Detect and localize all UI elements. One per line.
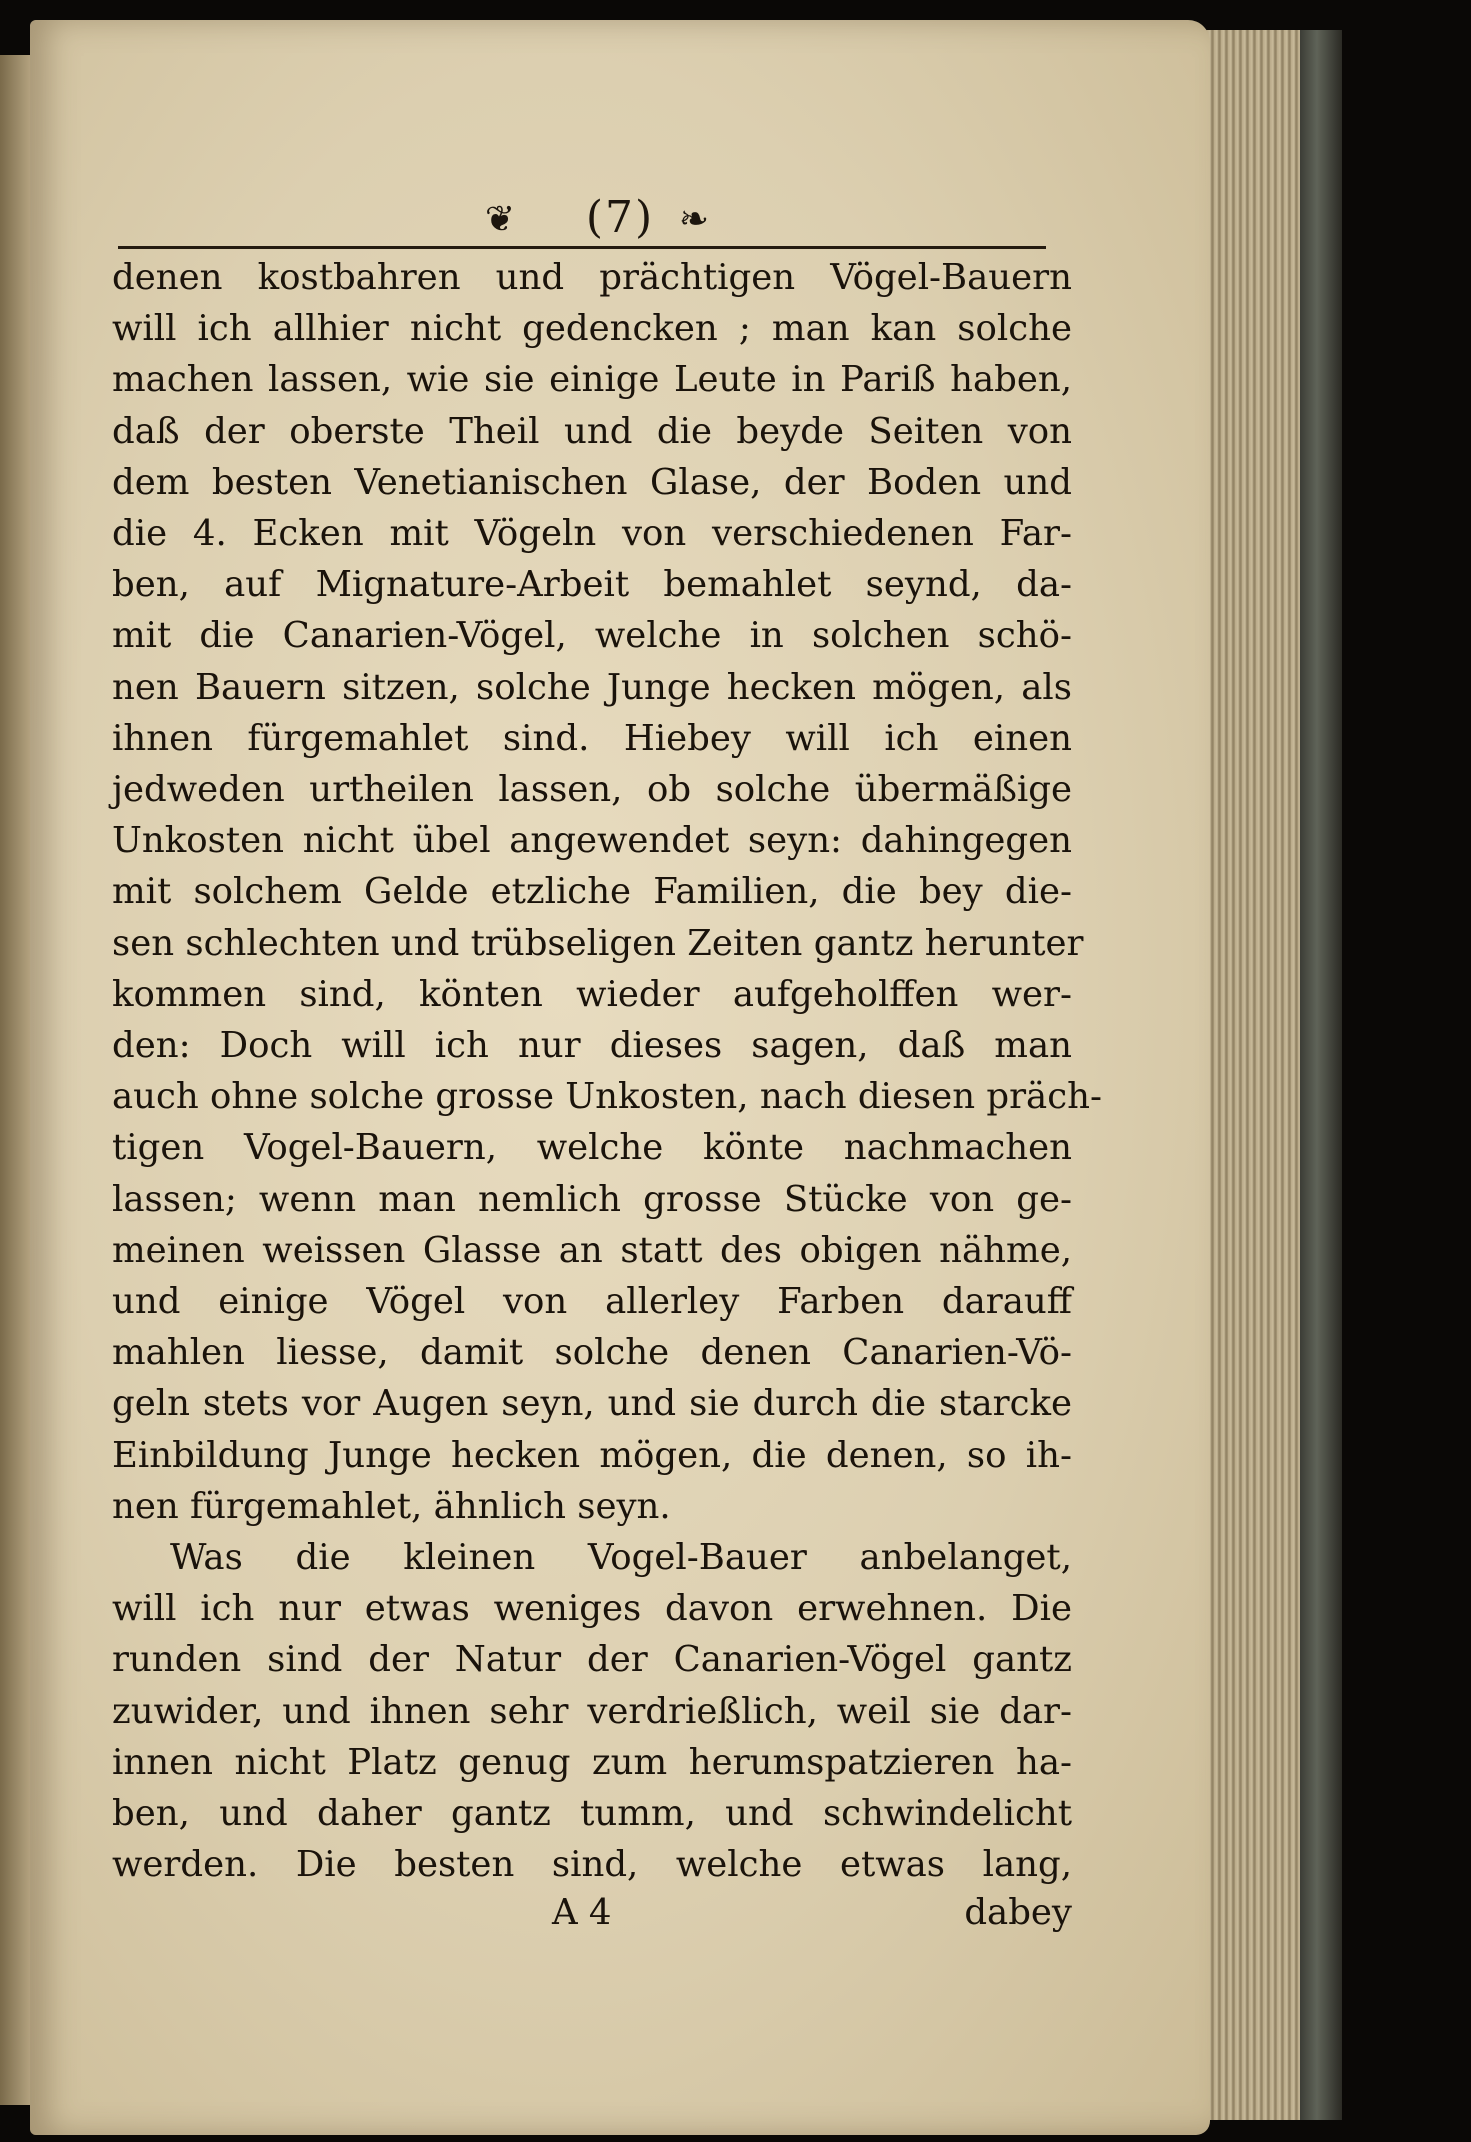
text-line: dem besten Venetianischen Glase, der Boden und (112, 461, 1072, 503)
text-line: geln stets vor Augen seyn, und sie durch die starcke (112, 1383, 1072, 1425)
text-line: machen lassen, wie sie einige Leute in Pariß haben, (112, 359, 1072, 401)
catchword: dabey (964, 1892, 1072, 1933)
page-header (30, 192, 1210, 252)
text-line: mit solchem Gelde etzliche Familien, die bey die- (112, 871, 1072, 913)
header-rule (118, 246, 1046, 249)
signature-mark: A 4 (552, 1892, 612, 1933)
page-footer (112, 1892, 1072, 1948)
text-line: denen kostbahren und prächtigen Vögel-Bauern (112, 257, 1072, 298)
text-line: nen Bauern sitzen, solche Junge hecken mögen, als (112, 666, 1072, 708)
text-line: ihnen fürgemahlet sind. Hiebey will ich einen (112, 717, 1072, 759)
book-cover-edge (1300, 30, 1342, 2120)
text-line: daß der oberste Theil und die beyde Seiten von (112, 410, 1072, 452)
text-line: zuwider, und ihnen sehr verdrießlich, weil sie dar- (112, 1690, 1072, 1732)
text-line: will ich nur etwas weniges davon erwehnen. Die (112, 1588, 1072, 1630)
text-line: mit die Canarien-Vögel, welche in solchen schö- (112, 615, 1072, 657)
text-line: runden sind der Natur der Canarien-Vögel gantz (112, 1639, 1072, 1681)
text-line: mahlen liesse, damit solche denen Canarien-Vö- (112, 1332, 1072, 1374)
text-line: auch ohne solche grosse Unkosten, nach diesen präch- (112, 1076, 1102, 1118)
book-page (30, 20, 1210, 2135)
page-number: (7) (585, 192, 655, 243)
text-line: ben, auf Mignature-Arbeit bemahlet seynd, da- (112, 564, 1072, 606)
ornament-left-icon: ❦ (484, 199, 516, 240)
text-line: die 4. Ecken mit Vögeln von verschiedenen Far- (112, 513, 1072, 555)
text-line: werden. Die besten sind, welche etwas lang, (112, 1844, 1072, 1886)
text-line: meinen weissen Glasse an statt des obigen nähme, (112, 1229, 1072, 1271)
text-line: den: Doch will ich nur dieses sagen, daß man (112, 1025, 1072, 1067)
text-line: innen nicht Platz genug zum herumspatzieren ha- (112, 1741, 1072, 1783)
text-line: tigen Vogel-Bauern, welche könte nachmachen (112, 1127, 1072, 1169)
text-line: will ich allhier nicht gedencken ; man kan solche (112, 308, 1072, 350)
text-line: Unkosten nicht übel angewendet seyn: dahingegen (112, 820, 1072, 862)
text-line: lassen; wenn man nemlich grosse Stücke von ge- (112, 1178, 1072, 1220)
text-line: Was die kleinen Vogel-Bauer anbelanget, (170, 1537, 1072, 1579)
text-line: und einige Vögel von allerley Farben darauff (112, 1281, 1072, 1323)
text-line: jedweden urtheilen lassen, ob solche übermäßige (112, 769, 1072, 811)
text-line: kommen sind, könten wieder aufgeholffen wer- (112, 973, 1072, 1015)
text-line: Einbildung Junge hecken mögen, die denen, so ih- (112, 1434, 1072, 1476)
body-text (112, 252, 1102, 1891)
ornament-right-icon: ❧ (678, 199, 710, 240)
text-line: nen fürgemahlet, ähnlich seyn. (112, 1485, 671, 1527)
text-line: ben, und daher gantz tumm, und schwindelicht (112, 1793, 1072, 1835)
text-line: sen schlechten und trübseligen Zeiten gantz herunter (112, 922, 1084, 964)
